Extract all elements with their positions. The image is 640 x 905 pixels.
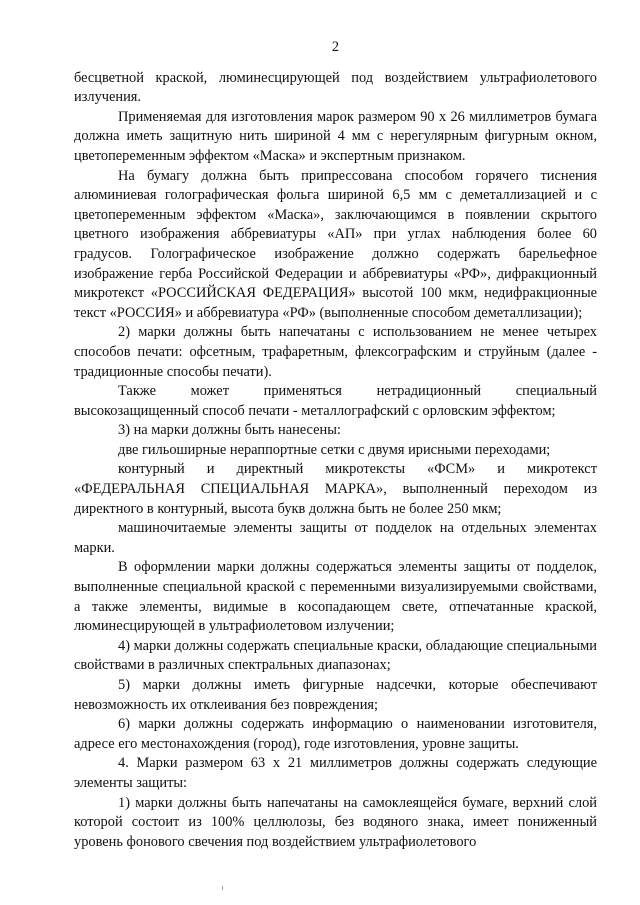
scan-mark xyxy=(222,886,223,890)
document-body xyxy=(74,69,597,853)
paragraph: 6) марки должны содержать информацию о наименовании изготовителя, адресе его местонахождения (город), годе изготовления, уровне защиты. xyxy=(74,716,597,752)
paragraph: Также может применяться нетрадиционный специальный высокозащищенный способ печати - металлографский с орловским эффектом; xyxy=(74,383,597,419)
paragraph: На бумагу должна быть припрессована способом горячего тиснения алюминиевая голографическая фольга шириной 6,5 мм с деметаллизацией и с цветопеременным эффектом «Маска», заключающимся в появлении скрытого цветного изображения аббревиатуры «АП» при углах наблюдения более 60 градусов. Голографическое изображение должно содержать барельефное изображение герба Российской Федерации и аббревиатуры «РФ», дифракционный микротекст «РОССИЙСКАЯ ФЕДЕРАЦИЯ» высотой 100 мкм, недифракционные текст «РОССИЯ» и аббревиатура «РФ» (выполненные способом деметаллизации); xyxy=(74,167,597,321)
paragraph: 1) марки должны быть напечатаны на самоклеящейся бумаге, верхний слой которой состоит из 100% целлюлозы, без водяного знака, имеет пониженный уровень фонового свечения под воздействием ультрафиолетового xyxy=(74,794,597,850)
paragraph: 3) на марки должны быть нанесены: xyxy=(118,422,341,439)
paragraph: 4. Марки размером 63 х 21 миллиметров должны содержать следующие элементы защиты: xyxy=(74,755,597,791)
paragraph: машиночитаемые элементы защиты от подделок на отдельных элементах марки. xyxy=(74,520,597,556)
paragraph: 4) марки должны содержать специальные краски, обладающие специальными свойствами в различных спектральных диапазонах; xyxy=(74,637,597,674)
paragraph: В оформлении марки должны содержаться элементы защиты от подделок, выполненные специальной краской с переменными визуализируемыми свойствами, а также элементы, видимые в косопадающем свете, отпечатанные краской, люминесцирующей в ультрафиолетовом излучении; xyxy=(74,559,597,635)
paragraph: две гильоширные нераппортные сетки с двумя ирисными переходами; xyxy=(118,441,551,458)
paragraph: 5) марки должны иметь фигурные надсечки, которые обеспечивают невозможность их отклеивания без повреждения; xyxy=(74,677,597,713)
paragraph: контурный и директный микротексты «ФСМ» и микротекст «ФЕДЕРАЛЬНАЯ СПЕЦИАЛЬНАЯ МАРКА», выполненный переходом из директного в контурный, высота букв должна быть не более 250 мкм; xyxy=(74,461,597,517)
paragraph: бесцветной краской, люминесцирующей под воздействием ультрафиолетового излучения. xyxy=(74,69,597,106)
paragraph: 2) марки должны быть напечатаны с использованием не менее четырех способов печати: офсетным, трафаретным, флексографским и струйным (далее - традиционные способы печати). xyxy=(74,324,597,380)
page-number: 2 xyxy=(331,39,340,55)
paragraph: Применяемая для изготовления марок размером 90 х 26 миллиметров бумага должна иметь защитную нить шириной 4 мм с нерегулярным фигурным окном, цветопеременным эффектом «Маска» и экспертным признаком. xyxy=(74,108,597,164)
